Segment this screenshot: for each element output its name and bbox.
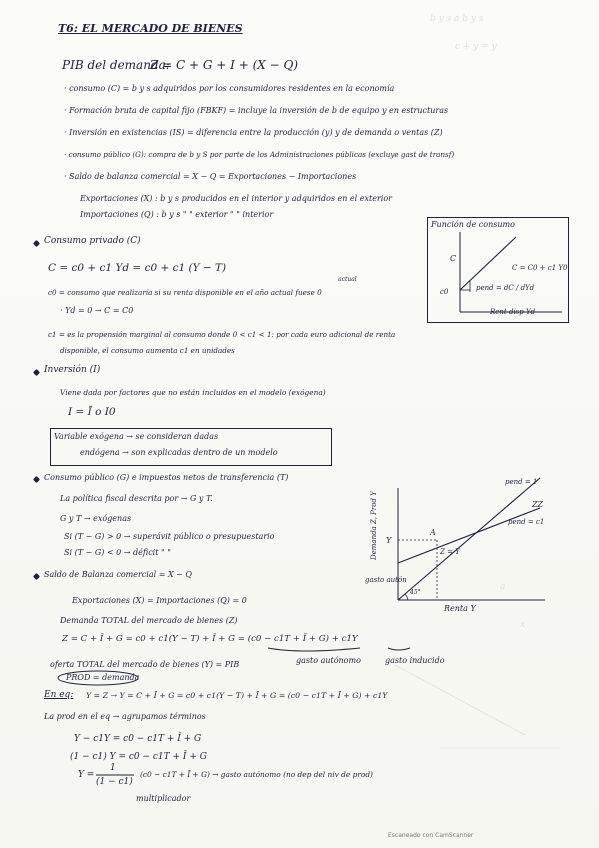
graph2-zy-label: Z = Y bbox=[440, 548, 460, 556]
publico-heading: Consumo público (G) e impuestos netos de transferencia (T) bbox=[44, 473, 289, 482]
y-symbol: Y = bbox=[78, 770, 95, 780]
c0-definition: c0 = consumo que realizaría si su renta disponible en el año actual fuese 0 bbox=[48, 288, 322, 297]
bleed-through-text: x bbox=[520, 620, 526, 630]
gasto-autonomo-note: gasto autónomo bbox=[296, 656, 361, 665]
c1-definition: c1 = es la propensión marginal al consumo donde 0 < c1 < 1: por cada euro adicional de renta bbox=[48, 330, 396, 339]
inversion-line: Viene dada por factores que no están incluidos en el modelo (exógena) bbox=[60, 388, 326, 397]
graph2-gasto-label: gasto autón bbox=[365, 576, 407, 584]
graph2-angle-label: 45° bbox=[410, 589, 421, 596]
graph1-slope-label: pend = dC / dYd bbox=[476, 284, 535, 292]
graph2-y-tick: Y bbox=[386, 536, 392, 545]
component-item: · consumo público (G): compra de b y S por parte de los Administraciones públicas (excluye gast de transf) bbox=[64, 150, 455, 159]
bleed-through-text: a bbox=[500, 582, 506, 592]
c1-definition-cont: disponible, el consumo aumenta c1 en unidades bbox=[60, 346, 235, 355]
consumo-heading: Consumo privado (C) bbox=[44, 236, 141, 246]
exogenous-def: Variable exógena → se consideran dadas bbox=[54, 432, 219, 441]
demanda-equation: Z = C + Ī + G = c0 + c1(Y − T) + Ī + G = (c0 − c1T + Ī + G) + c1Y bbox=[62, 634, 358, 644]
exports-def: Exportaciones (X) : b y s producidos en el interior y adquiridos en el exterior bbox=[80, 194, 392, 203]
graph2-pend1-label: pend = 1 bbox=[505, 478, 538, 486]
endogenous-def: endógena → son explicadas dentro de un modelo bbox=[80, 448, 278, 457]
consumo-equation: C = c0 + c1 Yd = c0 + c1 (Y − T) bbox=[48, 262, 227, 274]
multiplicador-label: multiplicador bbox=[136, 794, 191, 803]
equilibrio-line: La prod en el eq → agrupamos términos bbox=[44, 712, 206, 721]
multiplier-numerator: 1 bbox=[110, 763, 116, 773]
graph2-point-a: A bbox=[430, 528, 436, 537]
prod-demanda-boxed: PROD = demanda bbox=[66, 673, 140, 682]
inversion-heading: Inversión (I) bbox=[44, 365, 101, 375]
equilibrio-equation: Y = Z → Y = C + Ī + G = c0 + c1(Y − T) + Ī + G = (c0 − c1T + Ī + G) + c1Y bbox=[86, 691, 388, 700]
graph2-zz-label: ZZ bbox=[532, 500, 544, 509]
publico-line: G y T → exógenas bbox=[60, 514, 132, 523]
oferta-line: oferta TOTAL del mercado de bienes (Y) = PIB bbox=[50, 660, 240, 669]
gasto-inducido-note: gasto inducido bbox=[385, 656, 445, 665]
equilibrio-line: Y − c1Y = c0 − c1T + Ī + G bbox=[74, 734, 202, 744]
demanda-heading: Demanda TOTAL del mercado de bienes (Z) bbox=[60, 616, 238, 625]
pib-heading: PIB del demanda: bbox=[62, 58, 170, 72]
graph2-pendc1-label: pend = c1 bbox=[508, 518, 545, 526]
actual-note: actual bbox=[338, 276, 357, 283]
component-item: · Formación bruta de capital fijo (FBKF) = incluye la inversión de b de equipo y en estructuras bbox=[64, 106, 449, 115]
page-title: T6: EL MERCADO DE BIENES bbox=[58, 22, 243, 35]
scanner-watermark: Escaneado con CamScanner bbox=[388, 832, 474, 839]
graph2-y-label: Demanda Z, Prod Y bbox=[370, 491, 378, 560]
graph1-curve-label: C = C0 + c1 Y0 bbox=[512, 264, 568, 272]
publico-line: Si (T − G) < 0 → déficit " " bbox=[64, 548, 171, 557]
inversion-equation: I = Ī o I0 bbox=[68, 406, 116, 418]
graph2-x-label: Renta Y bbox=[444, 604, 476, 613]
yd-zero: · Yd = 0 → C = C0 bbox=[60, 306, 134, 315]
component-item: · Saldo de balanza comercial = X − Q = Exportaciones − Importaciones bbox=[64, 172, 357, 181]
component-item: · consumo (C) = b y s adquiridos por los consumidores residentes en la economía bbox=[64, 84, 395, 93]
graph1-title: Función de consumo bbox=[431, 220, 515, 229]
saldo-heading: Saldo de Balanza comercial = X − Q bbox=[44, 570, 192, 579]
equilibrio-heading: En eq: bbox=[44, 690, 74, 700]
publico-line: Si (T − G) > 0 → superávit público o presupuestario bbox=[64, 532, 275, 541]
pib-formula: Z = C + G + I + (X − Q) bbox=[150, 58, 299, 72]
multiplier-denominator: (1 − c1) bbox=[96, 777, 133, 787]
bleed-through-text: b y s a b y s bbox=[430, 14, 484, 24]
equilibrio-line: (c0 − c1T + Ī + G) → gasto autónomo (no dep del niv de prod) bbox=[140, 770, 373, 779]
imports-def: Importaciones (Q) : b y s " " exterior " " interior bbox=[80, 210, 274, 219]
graph1-x-label: Rent disp Yd bbox=[490, 308, 536, 316]
component-item: · Inversión en existencias (IS) = diferencia entre la producción (y) y de demanda o ventas (Z) bbox=[64, 128, 443, 137]
bleed-through-text: c + y = y bbox=[455, 42, 497, 52]
equilibrio-line: (1 − c1) Y = c0 − c1T + Ī + G bbox=[70, 752, 207, 762]
saldo-line: Exportaciones (X) = Importaciones (Q) = 0 bbox=[72, 596, 247, 605]
publico-line: La política fiscal descrita por → G y T. bbox=[60, 494, 213, 503]
graph1-c-axis-label: C bbox=[450, 254, 457, 263]
graph1-c0-label: c0 bbox=[440, 288, 449, 296]
